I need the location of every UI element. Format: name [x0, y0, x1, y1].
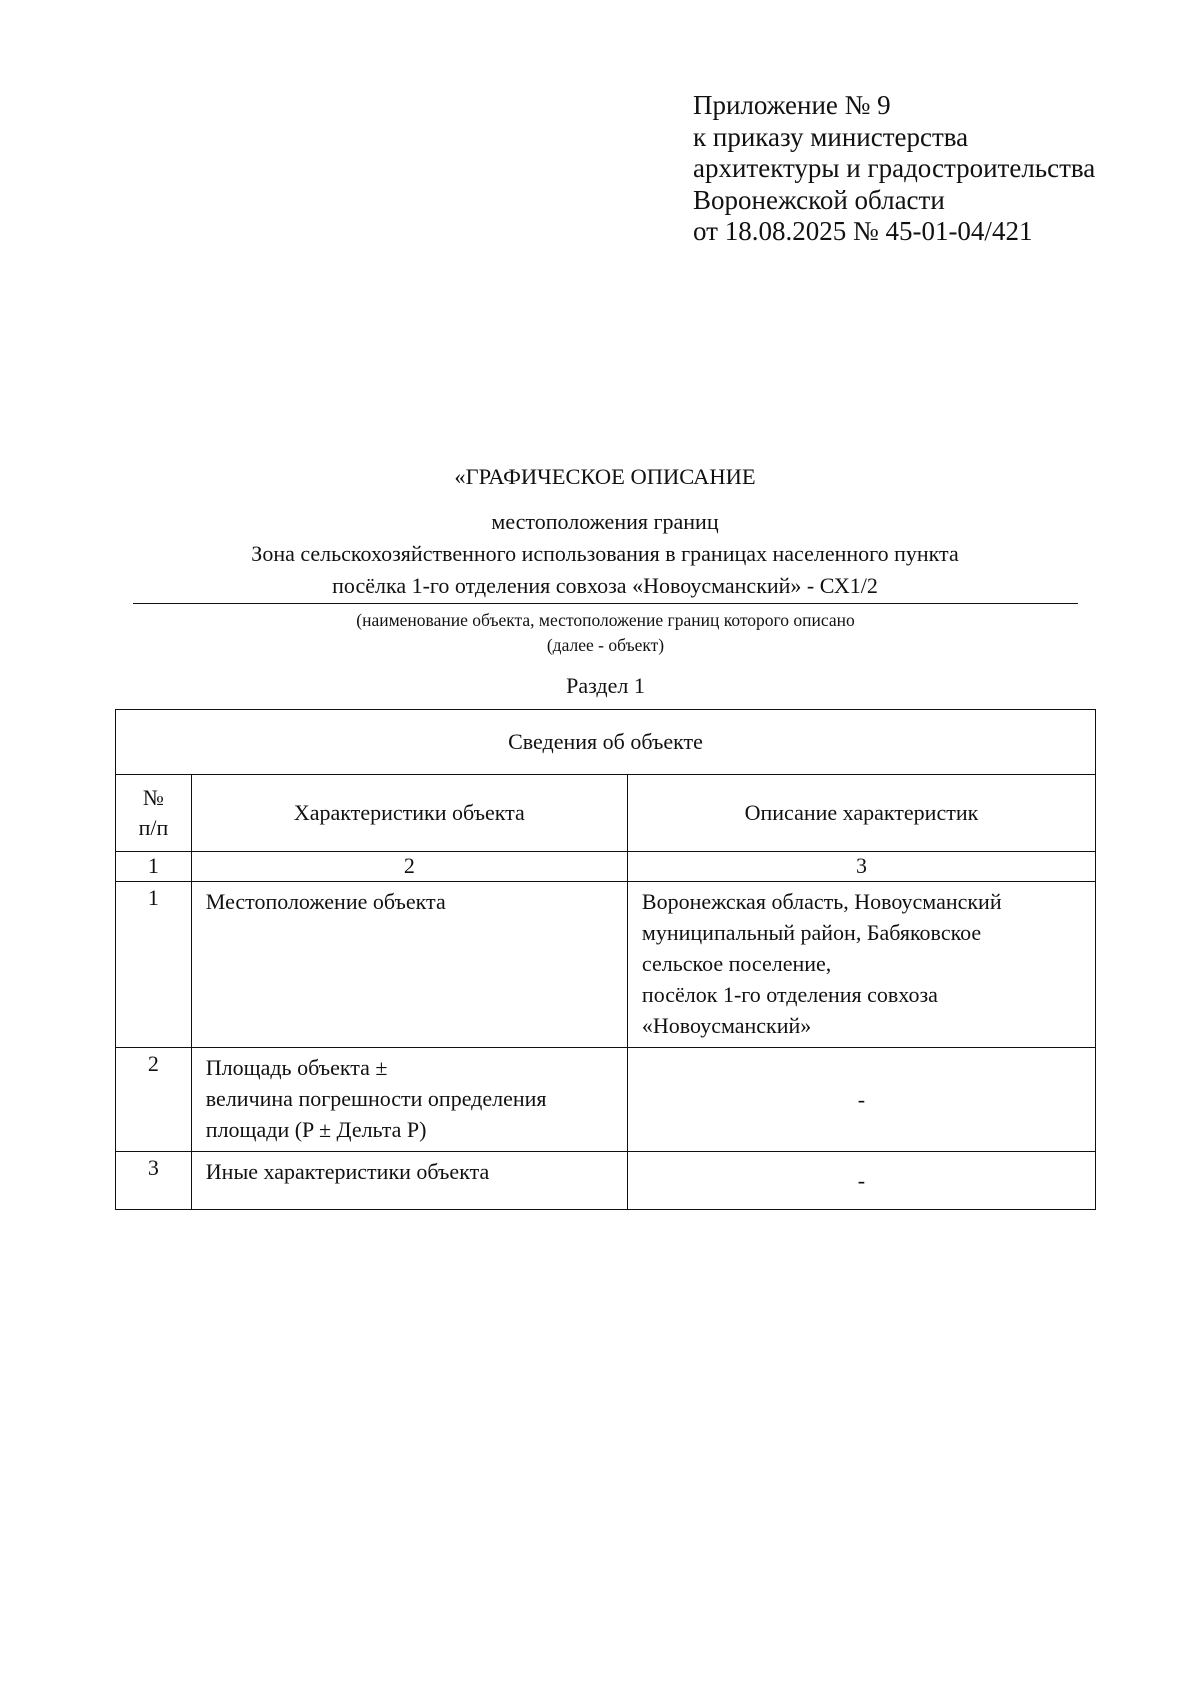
col-header-num-line: п/п	[138, 815, 169, 840]
section-label: Раздел 1	[566, 673, 645, 698]
row-description: -	[627, 1048, 1095, 1152]
table-header: Сведения об объекте	[116, 710, 1096, 775]
description-line: сельское поселение,	[641, 951, 832, 976]
description-line: муниципальный район, Бабяковское	[641, 920, 982, 945]
row-number: 1	[116, 882, 192, 1048]
column-number: 3	[627, 852, 1095, 882]
caption-line: (далее - объект)	[546, 635, 665, 655]
characteristic-line: Площадь объекта ±	[205, 1055, 388, 1080]
characteristic-line: величина погрешности определения	[205, 1086, 547, 1111]
row-characteristic	[191, 1152, 627, 1210]
document-title: «ГРАФИЧЕСКОЕ ОПИСАНИЕ	[454, 464, 756, 489]
row-number: 3	[116, 1152, 192, 1210]
row-characteristic	[191, 1048, 627, 1152]
row-characteristic-text: Иные характеристики объекта	[205, 1159, 490, 1184]
subtitle-line: посёлка 1-го отделения совхоза «Новоусманский» - СХ1/2	[332, 573, 878, 598]
document-subtitle	[120, 506, 1090, 602]
row-characteristic-text: Местоположение объекта	[205, 889, 446, 914]
description-line: посёлок 1-го отделения совхоза	[641, 982, 938, 1007]
description-line: Воронежская область, Новоусманский	[641, 889, 1002, 914]
col-header-characteristic: Характеристики объекта	[191, 775, 627, 852]
subtitle-line: местоположения границ	[491, 509, 719, 534]
row-characteristic	[191, 882, 627, 1048]
appendix-line: архитектуры и градостроительства	[693, 153, 1096, 183]
table-row	[116, 1152, 1096, 1210]
appendix-line: Воронежской области	[693, 184, 945, 215]
table-row	[116, 882, 1096, 1048]
row-description: -	[627, 1152, 1095, 1210]
row-description	[627, 882, 1095, 1048]
object-caption	[133, 608, 1078, 658]
column-number: 1	[116, 852, 192, 882]
row-number: 2	[116, 1048, 192, 1152]
appendix-line: к приказу министерства	[693, 121, 969, 152]
column-number: 2	[191, 852, 627, 882]
col-header-num	[116, 775, 192, 852]
appendix-line: от 18.08.2025 № 45-01-04/421	[693, 216, 1033, 246]
column-number-row	[116, 852, 1096, 882]
characteristic-line: площади (P ± Дельта P)	[205, 1117, 427, 1142]
underline-rule	[133, 603, 1078, 604]
col-header-description: Описание характеристик	[627, 775, 1095, 852]
appendix-block	[693, 90, 1095, 248]
table-row	[116, 1048, 1096, 1152]
subtitle-line: Зона сельскохозяйственного использования в границах населенного пункта	[251, 541, 959, 566]
caption-line: (наименование объекта, местоположение границ которого описано	[356, 610, 855, 630]
description-line: «Новоусманский»	[641, 1013, 812, 1038]
title-block	[120, 462, 1090, 602]
row-characteristic-text	[192, 1048, 627, 1151]
col-header-num-line: №	[142, 785, 164, 810]
row-description-text	[628, 882, 1095, 1047]
appendix-line: Приложение № 9	[693, 90, 891, 120]
object-info-table	[115, 709, 1096, 1210]
